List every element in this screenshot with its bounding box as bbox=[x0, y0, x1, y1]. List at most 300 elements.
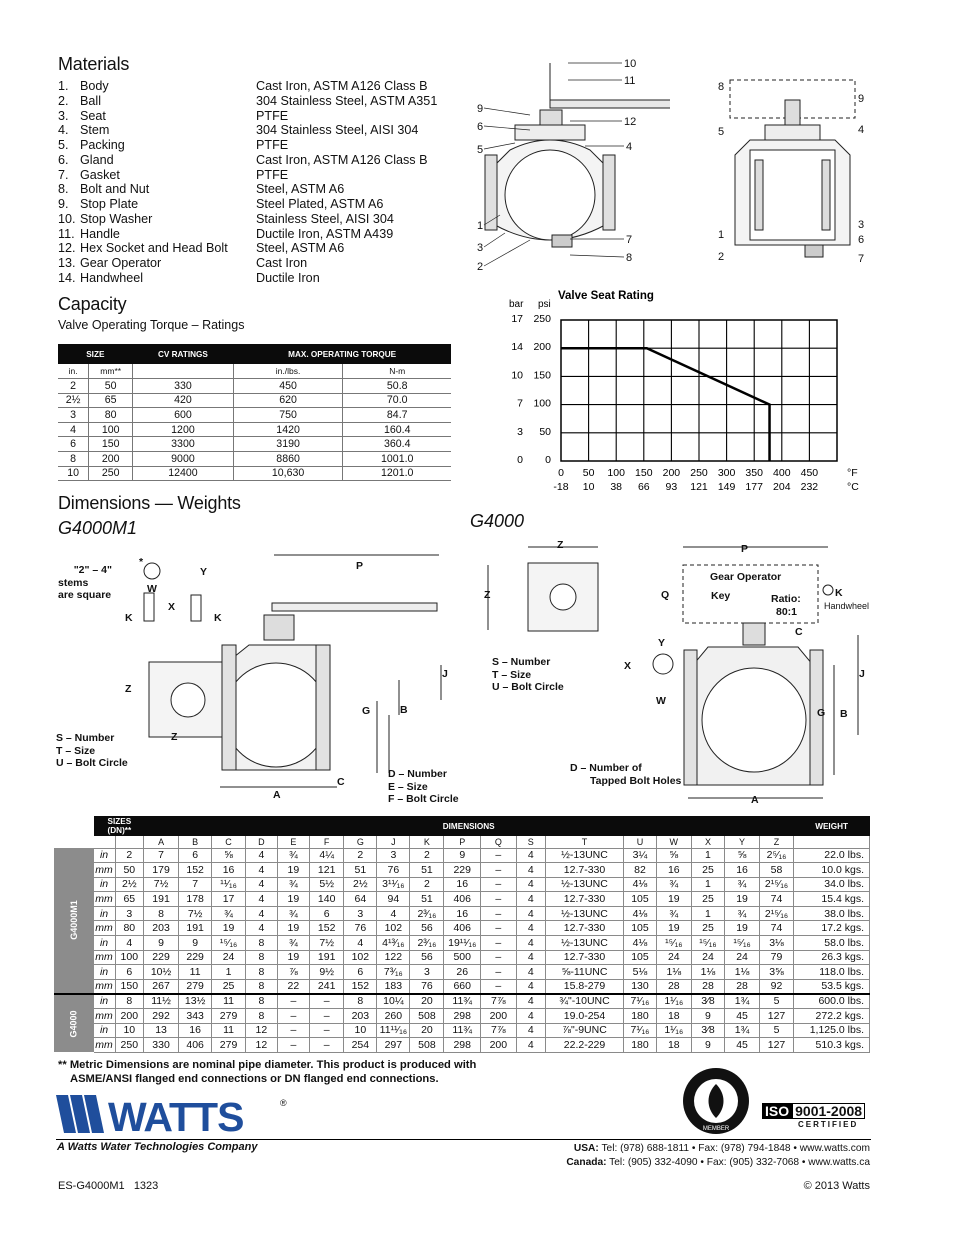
table-cell: 2½ bbox=[344, 877, 377, 892]
table-cell: 4 bbox=[516, 906, 546, 921]
table-cell: mm bbox=[94, 892, 116, 907]
table-cell: ¾ bbox=[277, 906, 309, 921]
material-num: 10. bbox=[58, 211, 76, 226]
material-num: 7. bbox=[58, 167, 69, 182]
table-cell: 9 bbox=[179, 936, 212, 951]
table-cell: 4¹³⁄₁₆ bbox=[377, 936, 410, 951]
material-part: Stop Plate bbox=[80, 197, 139, 211]
table-cell: – bbox=[277, 1038, 309, 1053]
material-row bbox=[58, 182, 437, 197]
table-cell: 6 bbox=[344, 965, 377, 980]
table-cell: 360.4 bbox=[343, 437, 451, 452]
callout-r5: 5 bbox=[718, 126, 725, 138]
table-cell: – bbox=[309, 1009, 344, 1024]
unit-cell: mm** bbox=[89, 364, 133, 379]
table-cell: 7⅞ bbox=[481, 994, 516, 1009]
g-label-j: J bbox=[859, 668, 865, 680]
table-cell: 6 bbox=[309, 906, 344, 921]
table-cell: 28 bbox=[691, 979, 725, 994]
material-part: Stop Washer bbox=[80, 211, 153, 226]
x-tick-f: 50 bbox=[582, 467, 595, 479]
table-cell: 15.4 kgs. bbox=[794, 892, 870, 907]
material-value: PTFE bbox=[256, 138, 289, 152]
table-cell: 20 bbox=[410, 994, 444, 1009]
material-row bbox=[58, 212, 437, 227]
table-cell: 18 bbox=[656, 1009, 691, 1024]
callout-11: 11 bbox=[624, 75, 636, 87]
table-cell: 343 bbox=[179, 1009, 212, 1024]
table-cell: 28 bbox=[725, 979, 760, 994]
table-cell: 1⅛ bbox=[656, 965, 691, 980]
material-row bbox=[58, 109, 437, 124]
table-cell: 11¹¹⁄₁₆ bbox=[377, 1023, 410, 1038]
table-cell: 82 bbox=[623, 863, 656, 878]
col-header: G bbox=[344, 836, 377, 848]
table-cell: 3⅛ bbox=[759, 936, 793, 951]
table-cell: 4 bbox=[245, 921, 277, 936]
table-cell: in bbox=[94, 906, 116, 921]
table-cell: 1201.0 bbox=[343, 466, 451, 481]
g-label-key: Key bbox=[711, 590, 731, 602]
g-label-ratio-val: 80:1 bbox=[776, 606, 798, 618]
table-cell: 6 bbox=[115, 965, 144, 980]
table-cell: 56 bbox=[410, 921, 444, 936]
g-label-g: G bbox=[817, 707, 826, 719]
material-value: 304 Stainless Steel, AISI 304 bbox=[256, 123, 419, 138]
table-cell: 11 bbox=[179, 965, 212, 980]
y-tick-psi: 250 bbox=[533, 313, 551, 325]
table-cell: ⅝ bbox=[725, 848, 760, 863]
table-cell: 1¹⁄₁₆ bbox=[656, 994, 691, 1009]
table-cell: 12.7-330 bbox=[546, 863, 624, 878]
table-cell: 2 bbox=[344, 848, 377, 863]
table-cell: ½-13UNC bbox=[546, 877, 624, 892]
def-note-a: D – Number E – Size F – Bolt Circle bbox=[388, 768, 459, 805]
col-header: F bbox=[309, 836, 344, 848]
svg-text:®: ® bbox=[280, 1098, 287, 1108]
material-row bbox=[58, 153, 437, 168]
chart-yticks bbox=[511, 313, 551, 466]
star-mark: * bbox=[139, 556, 144, 568]
table-cell: 3⅝ bbox=[759, 965, 793, 980]
material-part: Bolt and Nut bbox=[80, 182, 150, 197]
table-cell: 76 bbox=[377, 863, 410, 878]
table-cell: 298 bbox=[444, 1009, 481, 1024]
col-header: T bbox=[546, 836, 624, 848]
table-row bbox=[54, 936, 870, 951]
table-cell: 4 bbox=[516, 965, 546, 980]
table-cell: 10.0 kgs. bbox=[794, 863, 870, 878]
table-cell: ¹¹⁄₁₆ bbox=[212, 877, 246, 892]
y-tick-bar: 10 bbox=[511, 369, 523, 382]
table-cell: 118.0 lbs. bbox=[794, 965, 870, 980]
callout-r9: 9 bbox=[858, 93, 865, 105]
table-cell: – bbox=[481, 950, 516, 965]
table-cell: 11 bbox=[212, 1023, 246, 1038]
usgbc-seal bbox=[681, 1066, 751, 1136]
table-cell: 26 bbox=[444, 965, 481, 980]
table-cell: 1¹⁄₁₆ bbox=[656, 1023, 691, 1038]
table-cell: 19 bbox=[212, 921, 246, 936]
table-cell: 1¾ bbox=[725, 994, 760, 1009]
table-cell: 250 bbox=[115, 1038, 144, 1053]
x-tick-c: 149 bbox=[717, 481, 736, 493]
table-row bbox=[54, 979, 870, 994]
material-row bbox=[58, 168, 437, 183]
material-num: 13. bbox=[58, 256, 76, 270]
table-cell: 4⅛ bbox=[623, 906, 656, 921]
table-cell: – bbox=[481, 877, 516, 892]
label-b: B bbox=[400, 704, 408, 716]
table-cell: 16 bbox=[179, 1023, 212, 1038]
valve-seat-chart bbox=[500, 286, 860, 496]
table-cell: 4 bbox=[115, 936, 144, 951]
material-part: Gear Operator bbox=[80, 256, 162, 270]
material-value: Cast Iron, ASTM A126 Class B bbox=[256, 79, 428, 93]
table-cell: 178 bbox=[179, 892, 212, 907]
table-cell: 7 bbox=[144, 848, 179, 863]
table-cell: 19 bbox=[725, 892, 760, 907]
table-cell: – bbox=[277, 1009, 309, 1024]
stu-note-b: S – Number T – Size U – Bolt Circle bbox=[492, 656, 564, 693]
col-header: P bbox=[444, 836, 481, 848]
g-label-z2: Z bbox=[484, 589, 491, 601]
table-cell: 64 bbox=[344, 892, 377, 907]
table-cell: 24 bbox=[691, 950, 725, 965]
table-cell: 4⅛ bbox=[623, 877, 656, 892]
table-cell: 4 bbox=[245, 906, 277, 921]
callout-r6: 6 bbox=[858, 234, 865, 246]
contact-usa: USA: Tel: (978) 688-1811 • Fax: (978) 794-1848 • www.watts.com bbox=[573, 1143, 870, 1154]
material-part: Hex Socket and Head Bolt bbox=[80, 241, 228, 256]
table-cell: 298 bbox=[444, 1038, 481, 1053]
material-part: Ball bbox=[80, 93, 101, 108]
table-cell: 105 bbox=[623, 892, 656, 907]
table-cell: 2½ bbox=[58, 393, 89, 408]
valve-section-drawing-right bbox=[710, 75, 880, 270]
table-cell: 191 bbox=[309, 950, 344, 965]
materials-title: Materials bbox=[58, 54, 130, 74]
table-cell: in bbox=[94, 877, 116, 892]
table-cell: 7½ bbox=[144, 877, 179, 892]
table-cell: 152 bbox=[309, 921, 344, 936]
capacity-subtitle: Valve Operating Torque – Ratings bbox=[58, 318, 245, 332]
table-cell: 1⅛ bbox=[691, 965, 725, 980]
table-cell: 8 bbox=[245, 936, 277, 951]
table-cell: 12400 bbox=[133, 466, 234, 481]
contact-canada: Canada: Tel: (905) 332-4090 • Fax: (905) 332-7068 • www.watts.ca bbox=[566, 1157, 870, 1168]
table-cell: ¹⁵⁄₁₆ bbox=[725, 936, 760, 951]
table-cell: 3 bbox=[115, 906, 144, 921]
table-cell: 16 bbox=[212, 863, 246, 878]
model-g4000m1: G4000M1 bbox=[58, 518, 138, 538]
g-label-z1: Z bbox=[557, 539, 564, 551]
table-cell: ¾ bbox=[277, 848, 309, 863]
table-cell: 15.8-279 bbox=[546, 979, 624, 994]
table-cell: 2³⁄₁₆ bbox=[410, 906, 444, 921]
table-cell: 70.0 bbox=[343, 393, 451, 408]
table-cell: 508 bbox=[410, 1009, 444, 1024]
table-cell: – bbox=[481, 848, 516, 863]
table-cell: 10,630 bbox=[233, 466, 343, 481]
table-cell: 3 bbox=[58, 408, 89, 423]
table-cell: 10¼ bbox=[377, 994, 410, 1009]
table-cell: 4 bbox=[516, 979, 546, 994]
col-header: D bbox=[245, 836, 277, 848]
size-header: SIZE bbox=[58, 344, 133, 364]
svg-text:WATTS: WATTS bbox=[108, 1094, 244, 1135]
table-cell: 19.0-254 bbox=[546, 1009, 624, 1024]
callout-r1: 1 bbox=[718, 229, 725, 241]
x-tick-f: 350 bbox=[745, 467, 763, 479]
table-cell: 26.3 kgs. bbox=[794, 950, 870, 965]
material-num: 14. bbox=[58, 270, 76, 285]
unit-cell: N-m bbox=[343, 364, 451, 379]
dimensions-title: Dimensions — Weights bbox=[58, 493, 241, 513]
copyright: © 2013 Watts bbox=[803, 1180, 870, 1192]
table-cell: ¾"-10UNC bbox=[546, 994, 624, 1009]
table-cell: 8 bbox=[245, 965, 277, 980]
material-part: Seat bbox=[80, 108, 106, 123]
unit-cell: in./lbs. bbox=[233, 364, 343, 379]
table-row bbox=[58, 466, 451, 481]
table-cell: 406 bbox=[179, 1038, 212, 1053]
x-tick-c: 38 bbox=[610, 481, 623, 493]
x-tick-c: 177 bbox=[745, 481, 763, 493]
table-cell: 1 bbox=[212, 965, 246, 980]
table-cell: 200 bbox=[89, 452, 133, 467]
table-cell: 8 bbox=[245, 1009, 277, 1024]
table-cell: 79 bbox=[759, 950, 793, 965]
material-part: Gasket bbox=[80, 167, 120, 182]
table-cell: 3⁄8 bbox=[691, 994, 725, 1009]
table-cell: 297 bbox=[377, 1038, 410, 1053]
material-num: 12. bbox=[58, 241, 76, 256]
callout-2: 2 bbox=[477, 261, 484, 273]
table-cell: 330 bbox=[133, 379, 234, 394]
table-cell: 406 bbox=[444, 921, 481, 936]
x-tick-c: 93 bbox=[665, 481, 678, 493]
material-num: 3. bbox=[58, 108, 69, 123]
table-cell: ¾ bbox=[656, 906, 691, 921]
material-part: Stem bbox=[80, 123, 110, 138]
material-num: 11. bbox=[58, 226, 75, 241]
col-header: X bbox=[691, 836, 725, 848]
table-row bbox=[58, 393, 451, 408]
y-tick-bar: 17 bbox=[511, 313, 523, 325]
table-cell: 510.3 kgs. bbox=[794, 1038, 870, 1053]
material-value: Cast Iron bbox=[256, 256, 308, 270]
table-cell: 2¹⁵⁄₁₆ bbox=[759, 906, 793, 921]
y-tick-psi: 200 bbox=[533, 341, 551, 354]
table-cell: 8 bbox=[115, 994, 144, 1009]
table-cell: 7¹⁄₁₆ bbox=[623, 994, 656, 1009]
table-cell: 183 bbox=[377, 979, 410, 994]
table-cell: 92 bbox=[759, 979, 793, 994]
table-cell: 24 bbox=[212, 950, 246, 965]
y-tick-psi: 0 bbox=[545, 454, 551, 466]
callout-r4: 4 bbox=[858, 124, 865, 136]
tagline: A Watts Water Technologies Company bbox=[57, 1141, 258, 1153]
table-cell: 203 bbox=[344, 1009, 377, 1024]
table-row bbox=[58, 379, 451, 394]
stems-note: "2" – 4" stems are square bbox=[58, 564, 112, 601]
material-value: Steel, ASTM A6 bbox=[256, 241, 345, 256]
x-tick-c: -18 bbox=[553, 481, 569, 493]
x-unit-f: °F bbox=[847, 467, 858, 479]
table-cell: in bbox=[94, 1023, 116, 1038]
table-cell: 10 bbox=[58, 466, 89, 481]
table-cell: 94 bbox=[377, 892, 410, 907]
table-cell: 51 bbox=[410, 863, 444, 878]
table-cell: 11¾ bbox=[444, 1023, 481, 1038]
table-cell: 7³⁄₁₆ bbox=[377, 965, 410, 980]
col-header: J bbox=[377, 836, 410, 848]
label-z1: Z bbox=[125, 683, 132, 695]
table-cell: – bbox=[309, 1023, 344, 1038]
col-header: W bbox=[656, 836, 691, 848]
table-cell: – bbox=[481, 906, 516, 921]
material-num: 4. bbox=[58, 123, 69, 138]
table-cell: – bbox=[277, 994, 309, 1009]
table-row bbox=[54, 965, 870, 980]
table-row bbox=[58, 408, 451, 423]
table-cell: 127 bbox=[759, 1038, 793, 1053]
table-cell: 100 bbox=[115, 950, 144, 965]
table-cell: 4 bbox=[516, 994, 546, 1009]
table-cell: 508 bbox=[410, 1038, 444, 1053]
table-cell: in bbox=[94, 965, 116, 980]
table-cell: ⅞"-9UNC bbox=[546, 1023, 624, 1038]
table-cell: 180 bbox=[623, 1038, 656, 1053]
table-cell: 1001.0 bbox=[343, 452, 451, 467]
table-cell: 1 bbox=[691, 877, 725, 892]
table-cell: 4 bbox=[516, 848, 546, 863]
weight-header: WEIGHT bbox=[794, 816, 870, 836]
table-cell: 11 bbox=[212, 994, 246, 1009]
g-label-w: W bbox=[656, 695, 666, 707]
stu-note-a: S – Number T – Size U – Bolt Circle bbox=[56, 732, 128, 769]
table-cell: – bbox=[481, 892, 516, 907]
torque-table bbox=[58, 344, 451, 481]
table-cell: 191 bbox=[179, 921, 212, 936]
material-value: Steel Plated, ASTM A6 bbox=[256, 197, 384, 211]
table-cell: 4 bbox=[516, 877, 546, 892]
table-cell: 76 bbox=[410, 979, 444, 994]
y-tick-bar: 7 bbox=[517, 397, 523, 410]
table-cell: 19¹¹⁄₁₆ bbox=[444, 936, 481, 951]
table-cell: 3 bbox=[344, 906, 377, 921]
table-cell: 229 bbox=[444, 863, 481, 878]
table-cell: 1420 bbox=[233, 422, 343, 437]
table-cell: 121 bbox=[309, 863, 344, 878]
x-tick-f: 250 bbox=[690, 467, 708, 479]
table-cell: 600.0 lbs. bbox=[794, 994, 870, 1009]
table-cell: 17.2 kgs. bbox=[794, 921, 870, 936]
callout-r8: 8 bbox=[718, 81, 725, 93]
table-cell: 8 bbox=[245, 950, 277, 965]
table-cell: 2³⁄₁₆ bbox=[410, 936, 444, 951]
table-cell: 1¾ bbox=[725, 1023, 760, 1038]
x-tick-c: 121 bbox=[690, 481, 708, 493]
table-cell: 4 bbox=[516, 1038, 546, 1053]
table-cell: 2⁵⁄₁₆ bbox=[759, 848, 793, 863]
material-value: PTFE bbox=[256, 108, 289, 123]
table-cell: ¹⁵⁄₁₆ bbox=[656, 936, 691, 951]
y-tick-psi: 100 bbox=[533, 397, 551, 410]
table-row bbox=[54, 877, 870, 892]
table-cell: 4 bbox=[58, 422, 89, 437]
table-cell: 200 bbox=[115, 1009, 144, 1024]
table-cell: 130 bbox=[623, 979, 656, 994]
table-cell: 2½ bbox=[115, 877, 144, 892]
chart-xticks bbox=[553, 467, 859, 493]
table-cell: 25 bbox=[212, 979, 246, 994]
table-cell: 229 bbox=[179, 950, 212, 965]
table-cell: 160.4 bbox=[343, 422, 451, 437]
table-row bbox=[54, 1009, 870, 1024]
table-cell: 8860 bbox=[233, 452, 343, 467]
col-header: A bbox=[144, 836, 179, 848]
material-row bbox=[58, 79, 437, 94]
x-tick-f: 100 bbox=[607, 467, 625, 479]
watts-logo bbox=[56, 1093, 296, 1135]
g-label-x: X bbox=[624, 660, 632, 672]
table-cell: 179 bbox=[144, 863, 179, 878]
table-cell: 74 bbox=[759, 921, 793, 936]
table-cell: ¾ bbox=[212, 906, 246, 921]
cv-header: CV RATINGS bbox=[133, 344, 234, 364]
table-cell: 1 bbox=[691, 848, 725, 863]
table-cell: – bbox=[277, 1023, 309, 1038]
table-cell: 9½ bbox=[309, 965, 344, 980]
table-cell: 8 bbox=[245, 994, 277, 1009]
table-cell: in bbox=[94, 848, 116, 863]
material-row bbox=[58, 241, 437, 256]
label-c: C bbox=[337, 776, 345, 788]
table-cell: 80 bbox=[115, 921, 144, 936]
table-cell: 203 bbox=[144, 921, 179, 936]
table-cell: 4 bbox=[516, 950, 546, 965]
g-label-q: Q bbox=[661, 589, 670, 601]
table-cell: 450 bbox=[233, 379, 343, 394]
x-tick-f: 450 bbox=[800, 467, 819, 479]
label-a: A bbox=[273, 789, 281, 801]
table-cell: 420 bbox=[133, 393, 234, 408]
table-cell: 4⅛ bbox=[623, 936, 656, 951]
table-cell: 3¼ bbox=[623, 848, 656, 863]
iso-certified: CERTIFIED bbox=[798, 1120, 859, 1129]
table-cell: 191 bbox=[144, 892, 179, 907]
table-cell: 10 bbox=[115, 1023, 144, 1038]
table-cell: 16 bbox=[725, 863, 760, 878]
table-cell: 24 bbox=[656, 950, 691, 965]
table-cell: 4¼ bbox=[309, 848, 344, 863]
table-cell: 7½ bbox=[309, 936, 344, 951]
g-label-a: A bbox=[751, 794, 759, 806]
table-cell: 7½ bbox=[179, 906, 212, 921]
callout-12: 12 bbox=[624, 116, 637, 128]
table-cell: 22.2-229 bbox=[546, 1038, 624, 1053]
table-cell: mm bbox=[94, 950, 116, 965]
table-cell: 16 bbox=[656, 863, 691, 878]
callout-3: 3 bbox=[477, 242, 484, 254]
table-cell: ⅝-11UNC bbox=[546, 965, 624, 980]
table-cell: 13 bbox=[144, 1023, 179, 1038]
table-cell: 200 bbox=[481, 1038, 516, 1053]
iso-badge: ISO 9001-2008 bbox=[762, 1103, 865, 1119]
material-value: Ductile Iron bbox=[256, 270, 320, 285]
